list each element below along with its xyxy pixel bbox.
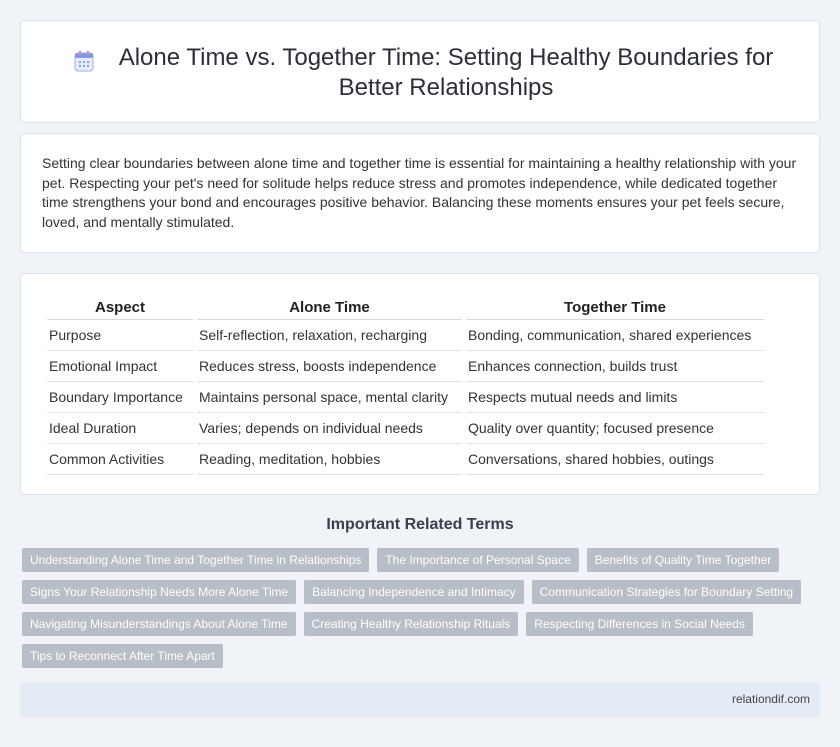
table-row xyxy=(47,382,764,413)
cell-alone: Reading, meditation, hobbies xyxy=(197,444,462,475)
cell-alone: Varies; depends on individual needs xyxy=(197,413,462,444)
cell-alone: Maintains personal space, mental clarity xyxy=(197,382,462,413)
related-term-tag[interactable]: The Importance of Personal Space xyxy=(377,548,578,572)
cell-alone: Self-reflection, relaxation, recharging xyxy=(197,320,462,351)
footer xyxy=(20,682,820,717)
table-header-row xyxy=(47,296,764,320)
related-terms-list xyxy=(22,548,822,668)
cell-alone: Reduces stress, boosts independence xyxy=(197,351,462,382)
table-row xyxy=(47,444,764,475)
page-title: Alone Time vs. Together Time: Setting Healthy Boundaries for Better Relationships xyxy=(118,44,774,101)
footer-site-name[interactable]: relationdif.com xyxy=(731,692,810,706)
related-term-tag[interactable]: Creating Healthy Relationship Rituals xyxy=(304,612,519,636)
related-term-tag[interactable]: Benefits of Quality Time Together xyxy=(587,548,780,572)
table-row xyxy=(47,320,764,351)
cell-together: Bonding, communication, shared experiences xyxy=(466,320,764,351)
cell-together: Respects mutual needs and limits xyxy=(466,382,764,413)
header-card xyxy=(20,20,820,123)
related-term-tag[interactable]: Respecting Differences in Social Needs xyxy=(526,612,753,636)
header-together-time: Together Time xyxy=(466,296,764,320)
cell-aspect: Common Activities xyxy=(47,444,193,475)
intro-paragraph: Setting clear boundaries between alone time and together time is essential for maintaining a healthy relationship with your pet. Respecting your pet's need for solitude helps reduce stress and promotes independence, while dedicated together time strengthens your bond and encourages positive behavior. Balancing these moments ensures your pet feels secure, loved, and mentally stimulated. xyxy=(42,155,797,230)
related-term-tag[interactable]: Tips to Reconnect After Time Apart xyxy=(22,644,223,668)
cell-aspect: Ideal Duration xyxy=(47,413,193,444)
comparison-table xyxy=(43,296,768,475)
related-term-tag[interactable]: Signs Your Relationship Needs More Alone Time xyxy=(22,580,296,604)
calendar-icon xyxy=(74,50,94,72)
cell-together: Enhances connection, builds trust xyxy=(466,351,764,382)
header-alone-time: Alone Time xyxy=(197,296,462,320)
cell-together: Quality over quantity; focused presence xyxy=(466,413,764,444)
cell-aspect: Boundary Importance xyxy=(47,382,193,413)
related-term-tag[interactable]: Communication Strategies for Boundary Setting xyxy=(532,580,801,604)
cell-aspect: Purpose xyxy=(47,320,193,351)
related-term-tag[interactable]: Understanding Alone Time and Together Time in Relationships xyxy=(22,548,369,572)
header-aspect: Aspect xyxy=(47,296,193,320)
related-term-tag[interactable]: Navigating Misunderstandings About Alone Time xyxy=(22,612,296,636)
table-row xyxy=(47,351,764,382)
related-term-tag[interactable]: Balancing Independence and Intimacy xyxy=(304,580,523,604)
intro-card xyxy=(20,133,820,253)
comparison-card xyxy=(20,273,820,495)
related-terms-title: Important Related Terms xyxy=(326,516,514,533)
title-wrap xyxy=(21,43,821,103)
cell-aspect: Emotional Impact xyxy=(47,351,193,382)
cell-together: Conversations, shared hobbies, outings xyxy=(466,444,764,475)
table-row xyxy=(47,413,764,444)
